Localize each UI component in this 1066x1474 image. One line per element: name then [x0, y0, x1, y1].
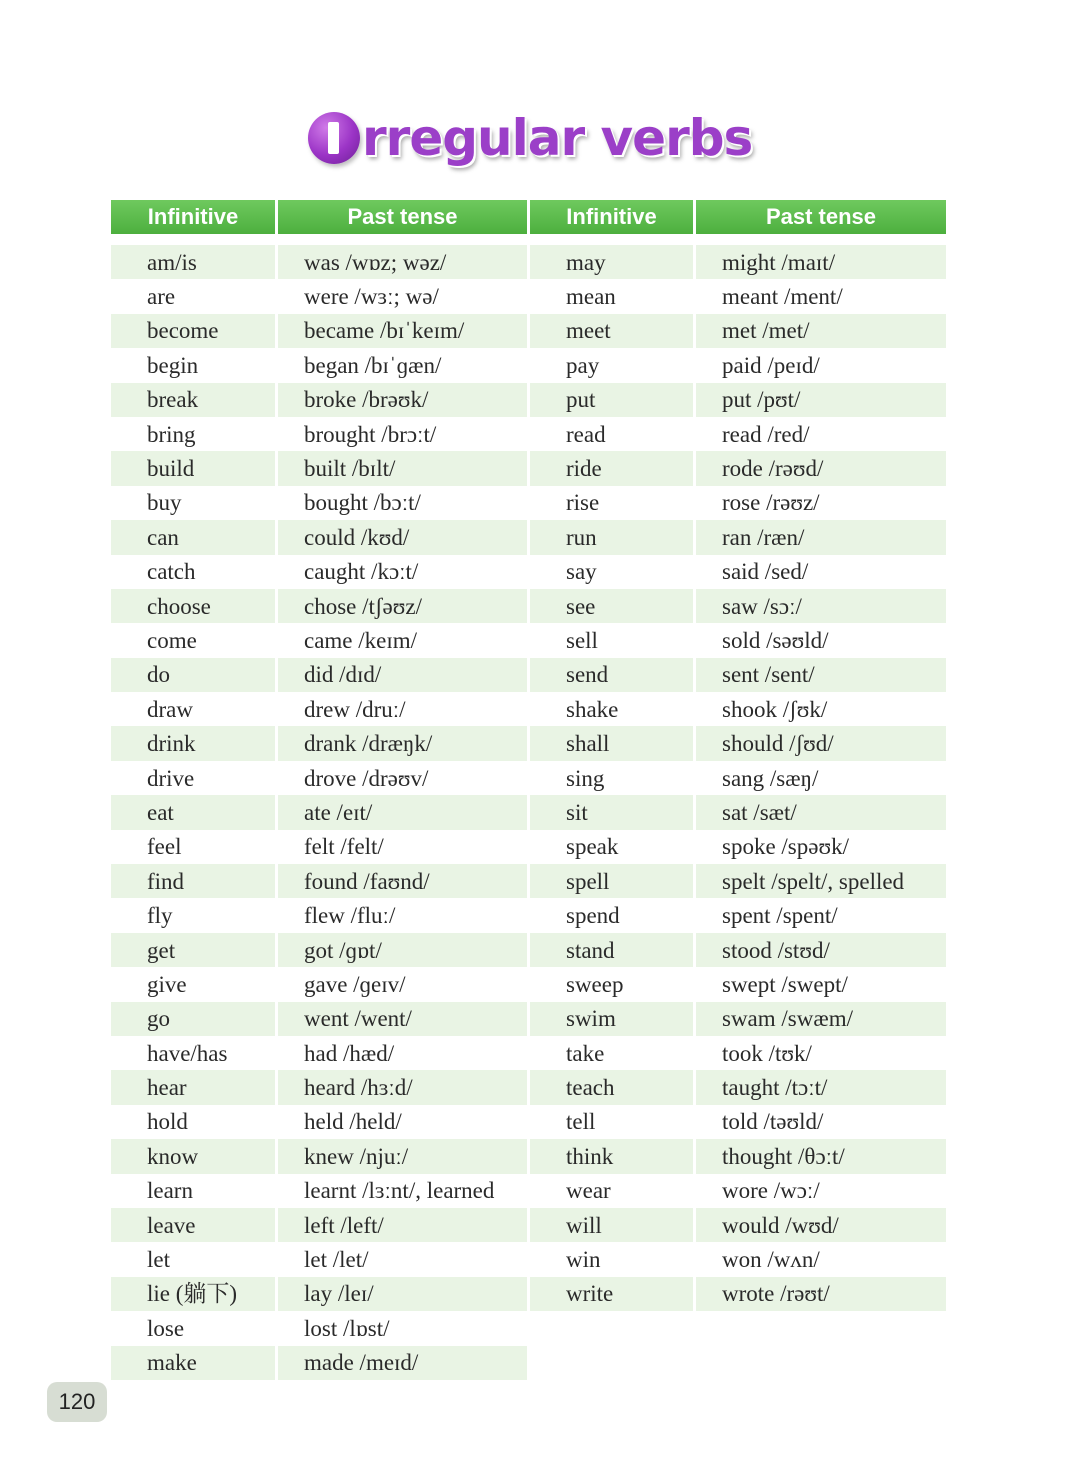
table-row [111, 1277, 946, 1311]
infinitive-cell: begin [111, 348, 275, 382]
table-row [111, 417, 946, 451]
table-row [111, 383, 946, 417]
infinitive-cell: am/is [111, 245, 275, 279]
infinitive-cell: go [111, 1002, 275, 1036]
column-header-infinitive-right: Infinitive [530, 200, 693, 237]
infinitive-cell: mean [530, 279, 693, 313]
past-tense-cell: won /wʌn/ [696, 1242, 946, 1276]
past-tense-cell: drank /dræŋk/ [278, 726, 527, 760]
infinitive-cell: pay [530, 348, 693, 382]
infinitive-cell: meet [530, 314, 693, 348]
infinitive-cell: find [111, 864, 275, 898]
title-initial-badge-icon [308, 112, 360, 164]
table-row [111, 658, 946, 692]
table-row [111, 589, 946, 623]
table-row [111, 623, 946, 657]
infinitive-cell: write [530, 1277, 693, 1311]
table-row [111, 1346, 946, 1380]
past-tense-cell: might /maɪt/ [696, 245, 946, 279]
past-tense-cell: spoke /spəʊk/ [696, 830, 946, 864]
past-tense-cell: meant /ment/ [696, 279, 946, 313]
past-tense-cell: chose /tʃəʊz/ [278, 589, 527, 623]
irregular-verbs-table [108, 200, 949, 1380]
infinitive-cell: put [530, 383, 693, 417]
past-tense-cell: broke /brəʊk/ [278, 383, 527, 417]
infinitive-cell: shall [530, 726, 693, 760]
infinitive-cell: catch [111, 555, 275, 589]
past-tense-cell: held /held/ [278, 1105, 527, 1139]
table-row [111, 830, 946, 864]
infinitive-cell: run [530, 520, 693, 554]
past-tense-cell: came /keɪm/ [278, 623, 527, 657]
past-tense-cell: lay /leɪ/ [278, 1277, 527, 1311]
past-tense-cell: found /faʊnd/ [278, 864, 527, 898]
table-row [111, 348, 946, 382]
empty-cell [530, 1346, 693, 1380]
table-row [111, 1139, 946, 1173]
infinitive-cell: hold [111, 1105, 275, 1139]
table-row [111, 1036, 946, 1070]
empty-cell [696, 1311, 946, 1345]
infinitive-cell: buy [111, 486, 275, 520]
past-tense-cell: taught /tɔːt/ [696, 1070, 946, 1104]
past-tense-cell: said /sed/ [696, 555, 946, 589]
infinitive-cell: stand [530, 933, 693, 967]
past-tense-cell: could /kʊd/ [278, 520, 527, 554]
infinitive-cell: tell [530, 1105, 693, 1139]
table-row [111, 726, 946, 760]
infinitive-cell: come [111, 623, 275, 657]
table-row [111, 1002, 946, 1036]
past-tense-cell: would /wʊd/ [696, 1208, 946, 1242]
past-tense-cell: took /tʊk/ [696, 1036, 946, 1070]
past-tense-cell: ran /ræn/ [696, 520, 946, 554]
past-tense-cell: knew /njuː/ [278, 1139, 527, 1173]
infinitive-cell: sell [530, 623, 693, 657]
empty-cell [530, 1311, 693, 1345]
table-row [111, 245, 946, 279]
infinitive-cell: read [530, 417, 693, 451]
past-tense-cell: put /pʊt/ [696, 383, 946, 417]
infinitive-cell: let [111, 1242, 275, 1276]
infinitive-cell: send [530, 658, 693, 692]
past-tense-cell: wrote /rəʊt/ [696, 1277, 946, 1311]
table-row [111, 279, 946, 313]
empty-cell [696, 1346, 946, 1380]
past-tense-cell: went /went/ [278, 1002, 527, 1036]
past-tense-cell: bought /bɔːt/ [278, 486, 527, 520]
past-tense-cell: became /bɪˈkeɪm/ [278, 314, 527, 348]
past-tense-cell: was /wɒz; wəz/ [278, 245, 527, 279]
past-tense-cell: ate /eɪt/ [278, 795, 527, 829]
infinitive-cell: sit [530, 795, 693, 829]
past-tense-cell: drove /drəʊv/ [278, 761, 527, 795]
past-tense-cell: got /ɡɒt/ [278, 933, 527, 967]
table-row [111, 933, 946, 967]
infinitive-cell: think [530, 1139, 693, 1173]
infinitive-cell: give [111, 967, 275, 1001]
table-row [111, 1311, 946, 1345]
table-row [111, 898, 946, 932]
column-header-past-tense-right: Past tense [696, 200, 946, 237]
table-row [111, 451, 946, 485]
past-tense-cell: felt /felt/ [278, 830, 527, 864]
past-tense-cell: should /ʃʊd/ [696, 726, 946, 760]
table-row [111, 761, 946, 795]
table-row [111, 486, 946, 520]
past-tense-cell: swam /swæm/ [696, 1002, 946, 1036]
past-tense-cell: shook /ʃʊk/ [696, 692, 946, 726]
past-tense-cell: sold /səʊld/ [696, 623, 946, 657]
table-row [111, 1242, 946, 1276]
column-header-infinitive-left: Infinitive [111, 200, 275, 237]
page-title-text: rregular verbs [362, 109, 753, 167]
infinitive-cell: lie (躺下) [111, 1277, 275, 1311]
table-row [111, 520, 946, 554]
column-header-past-tense-left: Past tense [278, 200, 527, 237]
past-tense-cell: rode /rəʊd/ [696, 451, 946, 485]
past-tense-cell: gave /ɡeɪv/ [278, 967, 527, 1001]
past-tense-cell: heard /hɜːd/ [278, 1070, 527, 1104]
past-tense-cell: had /hæd/ [278, 1036, 527, 1070]
infinitive-cell: have/has [111, 1036, 275, 1070]
past-tense-cell: met /met/ [696, 314, 946, 348]
past-tense-cell: spent /spent/ [696, 898, 946, 932]
table-row [111, 864, 946, 898]
infinitive-cell: rise [530, 486, 693, 520]
infinitive-cell: do [111, 658, 275, 692]
infinitive-cell: wear [530, 1174, 693, 1208]
infinitive-cell: leave [111, 1208, 275, 1242]
infinitive-cell: spell [530, 864, 693, 898]
table-row [111, 555, 946, 589]
past-tense-cell: rose /rəʊz/ [696, 486, 946, 520]
infinitive-cell: eat [111, 795, 275, 829]
infinitive-cell: make [111, 1346, 275, 1380]
infinitive-cell: say [530, 555, 693, 589]
table-row [111, 795, 946, 829]
table-row [111, 692, 946, 726]
table-row [111, 1174, 946, 1208]
page-number: 120 [47, 1382, 107, 1422]
past-tense-cell: spelt /spelt/, spelled [696, 864, 946, 898]
past-tense-cell: did /dɪd/ [278, 658, 527, 692]
past-tense-cell: told /təʊld/ [696, 1105, 946, 1139]
infinitive-cell: ride [530, 451, 693, 485]
infinitive-cell: bring [111, 417, 275, 451]
infinitive-cell: drink [111, 726, 275, 760]
infinitive-cell: are [111, 279, 275, 313]
table-row [111, 1208, 946, 1242]
past-tense-cell: thought /θɔːt/ [696, 1139, 946, 1173]
infinitive-cell: break [111, 383, 275, 417]
infinitive-cell: learn [111, 1174, 275, 1208]
infinitive-cell: sweep [530, 967, 693, 1001]
infinitive-cell: may [530, 245, 693, 279]
past-tense-cell: let /let/ [278, 1242, 527, 1276]
past-tense-cell: saw /sɔː/ [696, 589, 946, 623]
past-tense-cell: were /wɜː; wə/ [278, 279, 527, 313]
infinitive-cell: sing [530, 761, 693, 795]
infinitive-cell: fly [111, 898, 275, 932]
table-header [111, 200, 946, 237]
past-tense-cell: wore /wɔː/ [696, 1174, 946, 1208]
infinitive-cell: drive [111, 761, 275, 795]
infinitive-cell: take [530, 1036, 693, 1070]
past-tense-cell: paid /peɪd/ [696, 348, 946, 382]
past-tense-cell: made /meɪd/ [278, 1346, 527, 1380]
past-tense-cell: lost /lɒst/ [278, 1311, 527, 1345]
infinitive-cell: hear [111, 1070, 275, 1104]
infinitive-cell: feel [111, 830, 275, 864]
infinitive-cell: lose [111, 1311, 275, 1345]
past-tense-cell: sent /sent/ [696, 658, 946, 692]
table-row [111, 1070, 946, 1104]
past-tense-cell: learnt /lɜːnt/, learned [278, 1174, 527, 1208]
past-tense-cell: swept /swept/ [696, 967, 946, 1001]
past-tense-cell: caught /kɔːt/ [278, 555, 527, 589]
infinitive-cell: speak [530, 830, 693, 864]
infinitive-cell: will [530, 1208, 693, 1242]
past-tense-cell: sat /sæt/ [696, 795, 946, 829]
infinitive-cell: swim [530, 1002, 693, 1036]
past-tense-cell: read /red/ [696, 417, 946, 451]
past-tense-cell: began /bɪˈɡæn/ [278, 348, 527, 382]
infinitive-cell: get [111, 933, 275, 967]
table-row [111, 967, 946, 1001]
table-row [111, 314, 946, 348]
infinitive-cell: choose [111, 589, 275, 623]
infinitive-cell: can [111, 520, 275, 554]
past-tense-cell: drew /druː/ [278, 692, 527, 726]
infinitive-cell: teach [530, 1070, 693, 1104]
page-title [308, 96, 752, 180]
infinitive-cell: shake [530, 692, 693, 726]
past-tense-cell: built /bɪlt/ [278, 451, 527, 485]
past-tense-cell: sang /sæŋ/ [696, 761, 946, 795]
infinitive-cell: become [111, 314, 275, 348]
past-tense-cell: brought /brɔːt/ [278, 417, 527, 451]
past-tense-cell: flew /fluː/ [278, 898, 527, 932]
past-tense-cell: stood /stʊd/ [696, 933, 946, 967]
infinitive-cell: spend [530, 898, 693, 932]
infinitive-cell: build [111, 451, 275, 485]
infinitive-cell: win [530, 1242, 693, 1276]
past-tense-cell: left /left/ [278, 1208, 527, 1242]
infinitive-cell: know [111, 1139, 275, 1173]
infinitive-cell: draw [111, 692, 275, 726]
infinitive-cell: see [530, 589, 693, 623]
table-row [111, 1105, 946, 1139]
table-body [111, 237, 946, 1380]
